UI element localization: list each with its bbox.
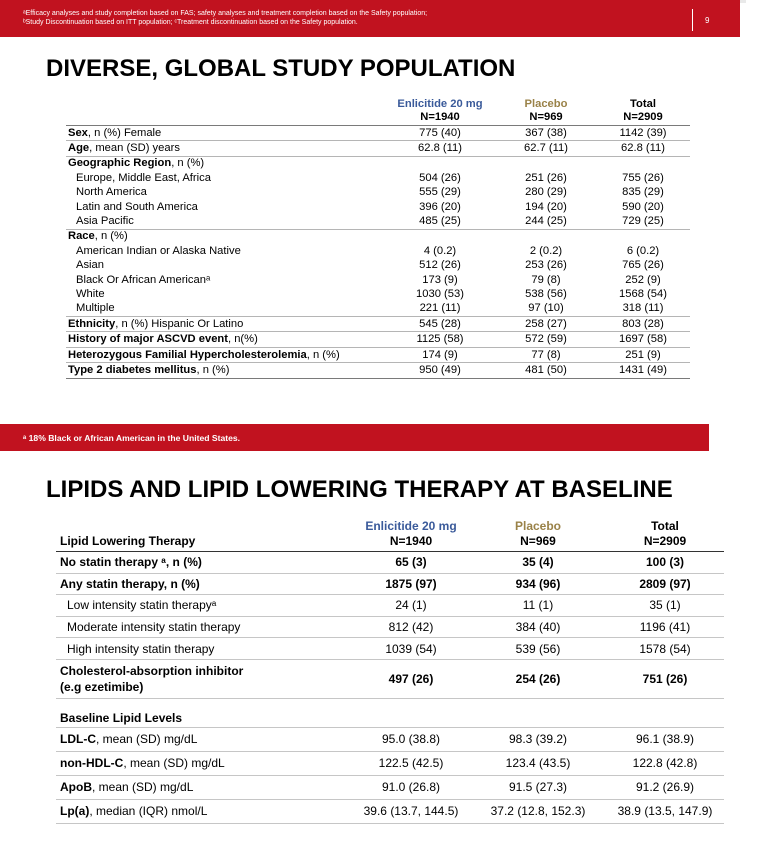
row-label [56,595,352,617]
cell-value: 253 (26) [525,259,567,272]
cell-value: 174 (9) [384,347,496,362]
table-row [66,214,690,229]
cell-value: 555 (29) [419,186,461,199]
cell-value: 512 (26) [419,259,461,272]
cell-value [496,229,596,244]
cell-value: 1125 (58) [384,332,496,347]
empty-cell [352,698,470,727]
table-row [66,317,690,332]
row-label-text: North America [76,186,147,199]
cell-value: 803 (28) [596,317,690,332]
section2-title: LIPIDS AND LIPID LOWERING THERAPY AT BASELINE [46,476,673,503]
table-header-row [56,515,724,552]
row-label-text: Cholesterol-absorption inhibitor [60,663,244,678]
row-label-bold: Age [68,142,90,155]
column-n: N=969 [529,111,563,123]
header-bar [0,0,740,37]
empty-cell [606,698,724,727]
row-label [66,171,384,185]
row-label-rest: , median (IQR) nmol/L [89,804,208,819]
row-label-text: Low intensity statin therapyᵃ [67,598,217,613]
table-row [56,573,724,595]
row-label-rest: , n (%) [306,348,340,361]
row-label-text: Any statin therapy, n (%) [60,576,200,591]
column-n: N=1940 [389,534,433,548]
row-label [66,347,384,362]
row-label [66,302,384,317]
cell-value: 755 (26) [622,171,664,184]
row-label-text: Europe, Middle East, Africa [76,171,211,184]
row-label [66,287,384,301]
table-row [56,751,724,775]
row-label [56,775,352,799]
cell-value: 504 (26) [419,171,461,184]
row-label-rest: , mean (SD) mg/dL [96,732,198,747]
page-number: 9 [705,16,710,25]
row-label-rest: , mean (SD) years [89,142,180,155]
cell-value: 1568 (54) [619,287,667,300]
table-row [56,775,724,799]
row-label-text: White [76,287,105,300]
row-label [56,552,352,574]
population-table [66,96,690,379]
column-name: Placebo [524,98,568,110]
cell-value: 97 (10) [528,302,564,315]
section-heading-row [56,698,724,727]
cell-value: 252 (9) [625,273,661,286]
cell-value: 122.8 (42.8) [606,751,724,775]
row-label-bold: Type 2 diabetes mellitus [68,363,197,376]
cell-value: 572 (59) [496,332,596,347]
table-row [66,156,690,171]
column-name: Enlicitide 20 mg [365,519,457,533]
column-n: N=2909 [623,111,663,123]
column-header [606,515,724,552]
table-row [56,638,724,660]
footnote-text: ᵃ 18% Black or African American in the United States. [23,433,241,443]
cell-value: 481 (50) [496,363,596,378]
row-label-rest: , n (%) [196,363,230,376]
cell-value: 98.3 (39.2) [470,727,606,751]
column-n: N=2909 [643,534,687,548]
table-row [66,229,690,244]
header-note-2: ᵇStudy Discontinuation based on ITT population; ᶜTreatment discontinuation based on the Safety population. [23,19,358,26]
row-label [56,616,352,638]
table-row [66,171,690,185]
row-label [66,259,384,273]
column-name: Total [651,519,679,533]
cell-value: 835 (29) [622,186,664,199]
row-label-text: Multiple [76,302,115,315]
cell-value: 1875 (97) [352,573,470,595]
row-label [66,332,384,347]
cell-value: 384 (40) [470,616,606,638]
row-label-bold: History of major ASCVD event [68,333,228,346]
cell-value: 96.1 (38.9) [606,727,724,751]
column-name: Placebo [514,519,562,533]
row-label [66,200,384,214]
table-row [56,799,724,823]
cell-value: 62.8 (11) [384,141,496,156]
row-label [66,244,384,258]
row-label-rest: , mean (SD) mg/dL [123,756,225,771]
column-n: N=1940 [420,111,460,123]
cell-value: 35 (1) [606,595,724,617]
cell-value: 24 (1) [352,595,470,617]
row-label-bold: Race [68,230,95,243]
cell-value: 539 (56) [470,638,606,660]
cell-value: 11 (1) [470,595,606,617]
cell-value [384,156,496,171]
cell-value [596,229,690,244]
row-label-bold: ApoB [60,780,92,795]
cell-value: 729 (25) [622,215,664,228]
row-label [56,751,352,775]
cell-value: 244 (25) [525,215,567,228]
cell-value: 194 (20) [525,200,567,213]
row-label-rest: , n (%) [171,157,205,170]
row-label-text: American Indian or Alaska Native [76,244,241,257]
row-label [66,141,384,156]
table-row [66,200,690,214]
row-label [56,799,352,823]
cell-value: 280 (29) [525,186,567,199]
footnote-bar [0,424,709,451]
column-n: N=969 [520,534,556,548]
cell-value: 100 (3) [606,552,724,574]
row-label [66,273,384,287]
cell-value: 4 (0.2) [423,244,457,257]
table-row [66,363,690,378]
cell-value: 91.0 (26.8) [352,775,470,799]
cell-value: 1431 (49) [596,363,690,378]
row-label-bold: Ethnicity [68,317,116,330]
cell-value: 2809 (97) [606,573,724,595]
cell-value [384,229,496,244]
section1-title: DIVERSE, GLOBAL STUDY POPULATION [46,55,516,82]
table-header-row [66,96,690,126]
cell-value: 812 (42) [352,616,470,638]
row-label [56,638,352,660]
row-label-rest: , n(%) [227,333,258,346]
cell-value [596,156,690,171]
table-row [66,259,690,273]
cell-value: 62.7 (11) [496,141,596,156]
baseline-heading: Baseline Lipid Levels [56,698,352,727]
row-label-bold: non-HDL-C [60,756,124,771]
row-label-text: Black Or African Americanᵃ [76,273,211,286]
table-row [66,273,690,287]
table-row [56,552,724,574]
column-header [384,96,496,126]
table-row [66,186,690,200]
cell-value: 950 (49) [384,363,496,378]
row-label-bold: LDL-C [60,732,96,747]
cell-value: 765 (26) [622,259,664,272]
cell-value: 1142 (39) [596,126,690,141]
table-row [66,126,690,141]
row-label [66,317,384,332]
row-label [56,573,352,595]
table-row [56,659,724,698]
row-label [66,229,384,244]
row-label-text: Latin and South America [76,200,198,213]
cell-value: 35 (4) [470,552,606,574]
cell-value: 318 (11) [622,302,664,315]
cell-value: 775 (40) [384,126,496,141]
table-row [56,727,724,751]
column-name: Enlicitide 20 mg [397,98,483,110]
table-row [66,141,690,156]
cell-value: 95.0 (38.8) [352,727,470,751]
row-label-rest: , n (%) [94,230,128,243]
cell-value: 77 (8) [496,347,596,362]
row-label-bold: Geographic Region [68,157,172,170]
row-label [56,727,352,751]
row-label-text-2: (e.g ezetimibe) [60,679,144,694]
column-header [352,515,470,552]
cell-value: 37.2 (12.8, 152.3) [470,799,606,823]
row-label [66,363,384,378]
cell-value [496,156,596,171]
cell-value: 545 (28) [384,317,496,332]
cell-value: 173 (9) [422,273,458,286]
cell-value: 39.6 (13.7, 144.5) [352,799,470,823]
row-label-text: No statin therapy ᵃ, n (%) [60,555,202,570]
empty-cell [470,698,606,727]
cell-value: 251 (26) [525,171,567,184]
cell-value: 221 (11) [419,302,461,315]
header-note-1: ᵃEfficacy analyses and study completion based on FAS; safety analyses and treatment completion based on the Safety population; [23,10,428,17]
header-separator [692,9,693,31]
table-row [66,244,690,258]
row-label [66,186,384,200]
column-name: Total [630,98,656,110]
cell-value: 538 (56) [525,287,567,300]
table-row [56,616,724,638]
row-label-bold: Sex [68,126,88,139]
cell-value: 91.2 (26.9) [606,775,724,799]
cell-value: 65 (3) [352,552,470,574]
row-label [66,156,384,171]
cell-value: 122.5 (42.5) [352,751,470,775]
cell-value: 1030 (53) [416,287,464,300]
cell-value: 2 (0.2) [529,244,563,257]
column-header [596,96,690,126]
table-row [66,332,690,347]
row-label-rest: , mean (SD) mg/dL [92,780,194,795]
cell-value: 751 (26) [606,659,724,698]
row-label-text: Moderate intensity statin therapy [67,620,241,635]
cell-value: 38.9 (13.5, 147.9) [606,799,724,823]
cell-value: 254 (26) [470,659,606,698]
cell-value: 497 (26) [352,659,470,698]
lipid-table [56,515,724,824]
row-label-text: Asian [76,259,104,272]
cell-value: 934 (96) [470,573,606,595]
cell-value: 1578 (54) [606,638,724,660]
cell-value: 396 (20) [419,200,461,213]
cell-value: 590 (20) [622,200,664,213]
cell-value: 1196 (41) [606,616,724,638]
row-label-text: Asia Pacific [76,215,134,228]
cell-value: 1697 (58) [596,332,690,347]
cell-value: 1039 (54) [352,638,470,660]
row-label [56,659,352,698]
header-blank [66,96,384,126]
cell-value: 258 (27) [496,317,596,332]
row-label-text: High intensity statin therapy [67,641,215,656]
cell-value: 79 (8) [531,273,561,286]
cell-value: 367 (38) [496,126,596,141]
row-label-rest: , n (%) Female [87,126,162,139]
row-label [66,126,384,141]
cell-value: 123.4 (43.5) [470,751,606,775]
table-row [66,347,690,362]
column-header [470,515,606,552]
table-row [66,287,690,301]
cell-value: 62.8 (11) [596,141,690,156]
table-row [66,302,690,317]
header-label: Lipid Lowering Therapy [56,515,352,552]
cell-value: 485 (25) [419,215,461,228]
cell-value: 251 (9) [596,347,690,362]
column-header [496,96,596,126]
cell-value: 91.5 (27.3) [470,775,606,799]
row-label-rest: , n (%) Hispanic Or Latino [115,317,244,330]
row-label-bold: Heterozygous Familial Hypercholesterolemia [68,348,307,361]
row-label-bold: Lp(a) [60,804,90,819]
row-label [66,214,384,229]
table-row [56,595,724,617]
cell-value: 6 (0.2) [626,244,660,257]
